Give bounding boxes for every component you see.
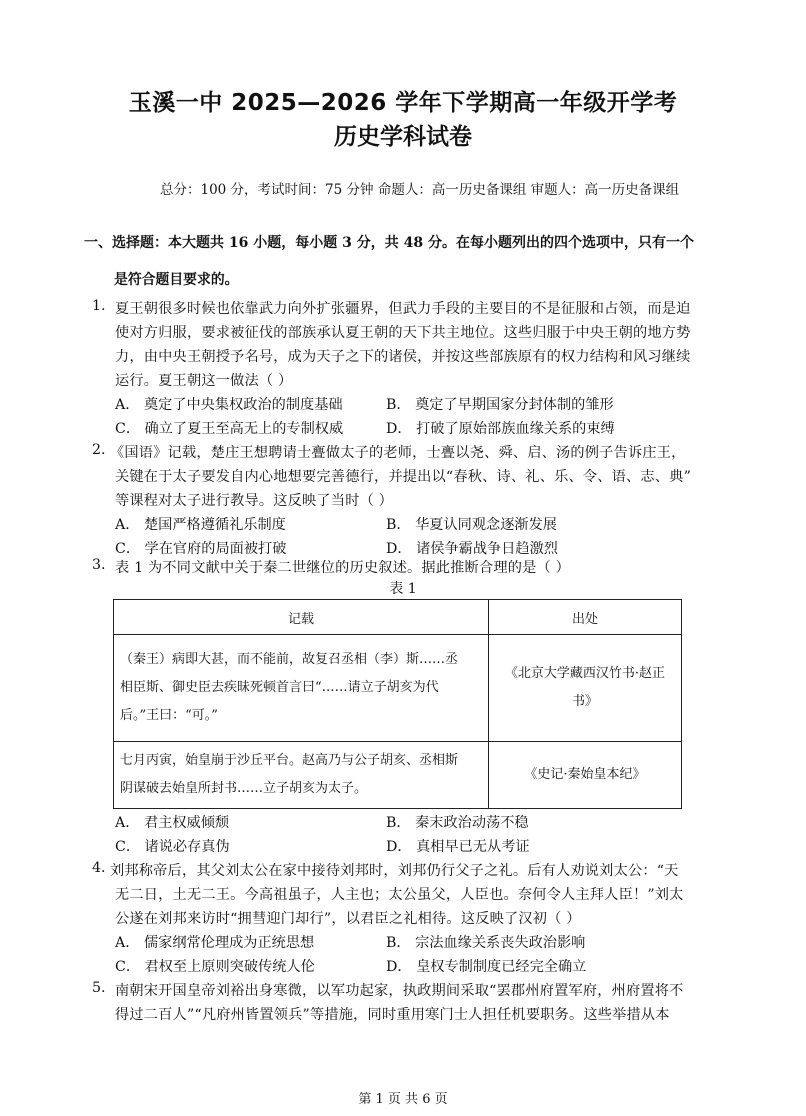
table-caption: 表 1 [389,581,417,597]
record-line: （秦王）病即大甚，而不能前，故复召丞相（李）斯……丞 [120,652,459,667]
option-c[interactable]: C． 诸说必存真伪 [115,839,230,855]
question-text-line: 刘邦称帝后，其父刘太公在家中接待刘邦时，刘邦仍行父子之礼。后有人劝说刘太公：“天 [110,863,679,879]
question-text-line: 等课程对太子进行教导。这反映了当时（ ） [115,493,394,509]
option-d[interactable]: D． 皇权专制制度已经完全确立 [386,959,587,975]
exam-meta-info: 总分：100 分，考试时间：75 分钟 命题人：高一历史备课组 审题人：高一历史备课组 [160,182,680,198]
table-row [114,742,682,809]
option-a[interactable]: A． 儒家纲常伦理成为正统思想 [115,935,315,951]
option-a[interactable]: A． 奠定了中央集权政治的制度基础 [115,397,343,413]
table-header-row [114,600,682,635]
question-number: 2. [92,442,106,458]
option-c[interactable]: C． 君权至上原则突破传统人伦 [115,959,315,975]
page-footer: 第 1 页 共 6 页 [358,1092,448,1107]
option-a[interactable]: A． 楚国严格遵循礼乐制度 [115,517,286,533]
question-text-line: 关键在于太子要发自内心地想要完善德行，并提出以“春秋、诗、礼、乐、令、语、志、典” [115,469,692,485]
question-text-line: 公遂在刘邦来访时“拥彗迎门却行”，以君臣之礼相待。这反映了汉初（ ） [115,911,581,927]
table-cell-source [489,742,682,809]
exam-subtitle: 历史学科试卷 [334,124,472,150]
option-c[interactable]: C． 学在官府的局面被打破 [115,541,287,557]
option-b[interactable]: B． 宗法血缘关系丧失政治影响 [386,935,586,951]
option-a[interactable]: A． 君主权威倾颓 [115,815,230,831]
option-d[interactable]: D． 打破了原始部族血缘关系的束缚 [386,421,615,437]
question-text-line: 力，由中央王朝授予名号，成为天子之下的诸侯，并按这些部族原有的权力结构和风习继续 [115,349,691,365]
option-d[interactable]: D． 诸侯争霸战争日趋激烈 [386,541,558,557]
option-d[interactable]: D． 真相早已无从考证 [386,839,530,855]
question-text-line: 表 1 为不同文献中关于秦二世继位的历史叙述。据此推断合理的是（ ） [115,560,570,576]
exam-title: 玉溪一中 2025—2026 学年下学期高一年级开学考 [128,90,678,116]
record-line: 阴谋破去始皇所封书……立子胡亥为太子。 [120,781,368,796]
question-number: 5. [92,980,106,996]
question-number: 4. [92,860,106,876]
record-line: 七月丙寅，始皇崩于沙丘平台。赵高乃与公子胡亥、丞相斯 [120,753,459,768]
option-b[interactable]: B． 华夏认同观念逐渐发展 [386,517,557,533]
question-text-line: 运行。夏王朝这一做法（ ） [115,373,293,389]
option-c[interactable]: C． 确立了夏王至高无上的专制权威 [115,421,344,437]
question-text-line: 得过二百人”“凡府州皆置领兵”等措施，同时重用寒门士人担任机要职务。这些举措从本 [115,1007,670,1023]
question-text-line: 夏王朝很多时候也依靠武力向外扩张疆界，但武力手段的主要目的不是征服和占领，而是迫 [115,301,691,317]
section-heading-cont: 是符合题目要求的。 [114,272,239,288]
question-text-line: 《国语》记载，楚庄王想聘请士亹做太子的老师，士亹以尧、舜、启、汤的例子告诉庄王， [110,445,686,461]
table-header-record: 记载 [114,600,489,635]
option-b[interactable]: B． 奠定了早期国家分封体制的雏形 [386,397,614,413]
record-line: 相臣斯、御史臣去疾昧死顿首言曰“……请立子胡亥为代 [120,680,439,695]
source-line: 书》 [571,694,598,709]
section-heading: 一、选择题：本大题共 16 小题，每小题 3 分，共 48 分。在每小题列出的四个选项中，只有一个 [84,235,694,251]
source-line: 《史记·秦始皇本纪》 [524,767,646,782]
record-line: 后。”王曰：“可。” [120,708,218,723]
history-sources-table [113,599,682,809]
table-cell-record [114,742,489,809]
question-text-line: 无二日，土无二王。今高祖虽子，人主也；太公虽父，人臣也。奈何令人主拜人臣！”刘太 [115,887,684,903]
table-cell-record [114,635,489,742]
question-text-line: 南朝宋开国皇帝刘裕出身寒微，以军功起家，执政期间采取“罢郡州府置军府，州府置将不 [115,983,684,999]
option-b[interactable]: B． 秦末政治动荡不稳 [386,815,529,831]
table-row [114,635,682,742]
question-text-line: 使对方归服，要求被征伐的部族承认夏王朝的天下共主地位。这些归服于中央王朝的地方势 [115,325,691,341]
question-number: 1. [92,298,106,314]
table-cell-source [489,635,682,742]
table-header-source: 出处 [489,600,682,635]
question-number: 3. [92,557,106,573]
source-line: 《北京大学藏西汉竹书·赵正 [504,666,666,681]
